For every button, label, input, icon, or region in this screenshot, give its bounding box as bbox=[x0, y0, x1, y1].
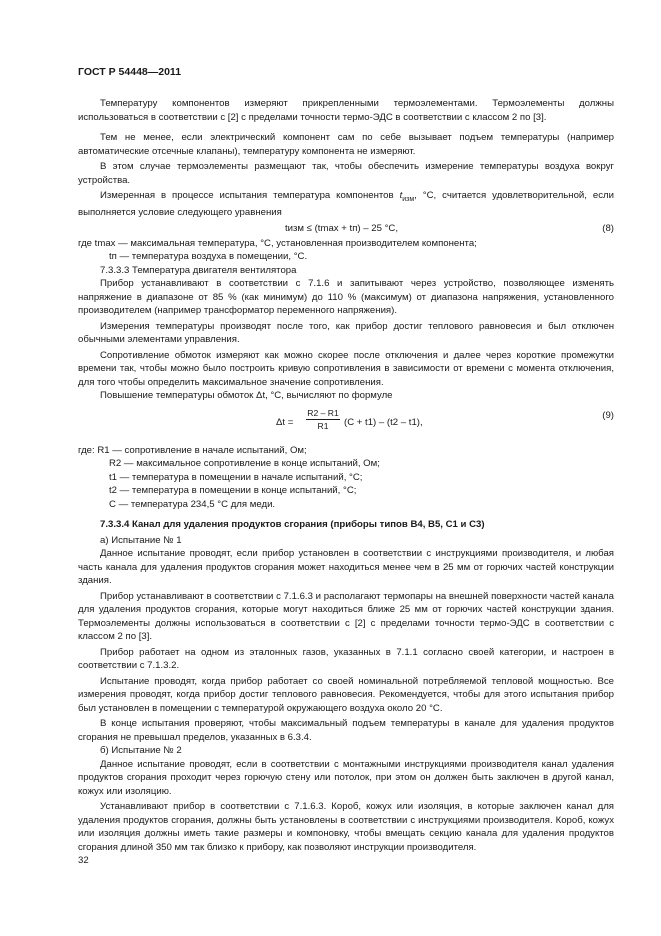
where-line: С — температура 234,5 °С для меди. bbox=[109, 498, 276, 510]
paragraph: Прибор устанавливают в соответствии с 7.1.6.3 и располагают термопары на внешней поверхности частей канала для удаления продуктов сгорания, которые могут находиться ближе 25 мм от горючих частей конструкции здания. Термоэлементы должны использоваться в соответствии с [2] с пределами точности термо-ЭДС в соответствии с классом 2 по [3]. bbox=[78, 590, 614, 643]
definition-line: где tmax — максимальная температура, °С, установленная производителем компонента; bbox=[78, 237, 477, 249]
where-line: где: R1 — сопротивление в начале испытаний, Ом; bbox=[78, 444, 307, 456]
paragraph: Прибор работает на одном из эталонных газов, указанных в 7.1.1 согласно своей категории, и настроен в соответствии с 7.1.3.2. bbox=[78, 646, 614, 672]
formula-9-number: (9) bbox=[602, 409, 614, 421]
paragraph: В этом случае термоэлементы размещают так, чтобы обеспечить измерение температуры воздуха вокруг устройства. bbox=[78, 161, 614, 186]
paragraph: Данное испытание проводят, если в соответствии с монтажными инструкциями производителя канал удаления продуктов сгорания проходит через горючую стену или потолок, при этом он должен быть заключен в другой канал, кожух или изоляцию. bbox=[78, 758, 614, 797]
paragraph: Повышение температуры обмоток Δt, °С, вычисляют по формуле bbox=[100, 390, 393, 402]
formula-9-numerator: R2 – R1 bbox=[307, 407, 339, 418]
where-line: t1 — температура в помещении в начале испытаний, °С; bbox=[109, 471, 363, 483]
formula-8-number: (8) bbox=[602, 222, 614, 234]
test-heading: б) Испытание № 2 bbox=[100, 745, 182, 757]
definition-line: tп — температура воздуха в помещении, °С. bbox=[109, 251, 308, 263]
test-heading: а) Испытание № 1 bbox=[100, 534, 182, 546]
where-line: t2 — температура в помещении в конце испытаний, °С; bbox=[109, 485, 357, 497]
formula-9-rest: (С + t1) – (t2 – t1), bbox=[344, 416, 423, 428]
section-heading-7-3-3-4: 7.3.3.4 Канал для удаления продуктов сгорания (приборы типов B4, B5, C1 и C3) bbox=[100, 519, 485, 531]
formula-8 bbox=[78, 222, 614, 237]
paragraph-part: , °С, считается удовлетворительной, если выполняется условие следующего уравнения bbox=[78, 190, 614, 219]
where-line: R2 — максимальное сопротивление в конце испытаний, Ом; bbox=[109, 458, 380, 470]
document-body bbox=[78, 97, 614, 854]
paragraph: Устанавливают прибор в соответствии с 7.1.6.3. Короб, кожух или изоляция, в которые заключен канал для удаления продуктов сгорания, должны быть установлены в соответствии с инструкциями производителя. Короб, кожух или изоляция должны иметь такие размеры и компоновку, чтобы вмещать секцию канала для удаления продуктов сгорания длиной 350 мм так близко к прибору, как позволяют инструкции производителя. bbox=[78, 801, 614, 853]
paragraph-part: Измеренная в процессе испытания температура компонентов bbox=[100, 190, 400, 201]
standard-header: ГОСТ Р 54448—2011 bbox=[78, 66, 182, 78]
paragraph: Тем не менее, если электрический компонент сам по себе вызывает подъем температуры (например автоматические отсечные клапаны), температуру компонента не измеряют. bbox=[78, 132, 614, 157]
page-number: 32 bbox=[78, 855, 89, 866]
paragraph: Измеренная в процессе испытания температура компонентов $t_{изм}$, °С, считается удовлетворительной, если выполняется условие следующего уравнения bbox=[78, 190, 614, 219]
paragraph: Данное испытание проводят, если прибор установлен в соответствии с инструкциями производителя, и любая часть канала для удаления продуктов сгорания может находиться менее чем в 25 мм от горючих частей конструкции здания. bbox=[78, 548, 614, 587]
paragraph: Испытание проводят, когда прибор работает со своей номинальной потребляемой тепловой мощностью. Все измерения проводят, когда прибор достиг теплового равновесия. Рекомендуется, чтобы для этого испытания прибор был установлен в помещении с температурой окружающего воздуха около 20 °С. bbox=[78, 675, 614, 714]
subsection-title: 7.3.3.3 Температура двигателя вентилятора bbox=[100, 264, 297, 276]
paragraph: Измерения температуры производят после того, как прибор достиг теплового равновесия и был отключен обычными элементами управления. bbox=[78, 320, 614, 346]
paragraph: Прибор устанавливают в соответствии с 7.1.6 и запитывают через устройство, позволяющее изменять напряжение в диапазоне от 85 % (как минимум) до 110 % (максимум) от диапазона напряжения, установленного производителем (например трансформатор переменного напряжения). bbox=[78, 278, 614, 317]
formula-8-expression: tизм ≤ (tmax + tп) – 25 °С, bbox=[285, 222, 399, 234]
paragraph: В конце испытания проверяют, чтобы максимальный подъем температуры в канале для удаления продуктов сгорания не превышал пределов, указанных в 6.3.4. bbox=[78, 718, 614, 743]
formula-9-fraction bbox=[306, 407, 340, 432]
formula-9-lhs: Δt = bbox=[276, 416, 294, 428]
paragraph: Температуру компонентов измеряют прикрепленными термоэлементами. Термоэлементы должны использоваться в соответствии с [2] с пределами точности термо-ЭДС в соответствии с классом 2 по [3]. bbox=[78, 98, 614, 123]
formula-9 bbox=[78, 407, 614, 437]
paragraph: Сопротивление обмоток измеряют как можно скорее после отключения и далее через короткие промежутки времени так, чтобы можно было построить кривую сопротивления в зависимости от времени с момента отключения, для того чтобы определить максимальное значение сопротивления. bbox=[78, 349, 614, 388]
formula-9-denominator: R1 bbox=[317, 420, 329, 431]
